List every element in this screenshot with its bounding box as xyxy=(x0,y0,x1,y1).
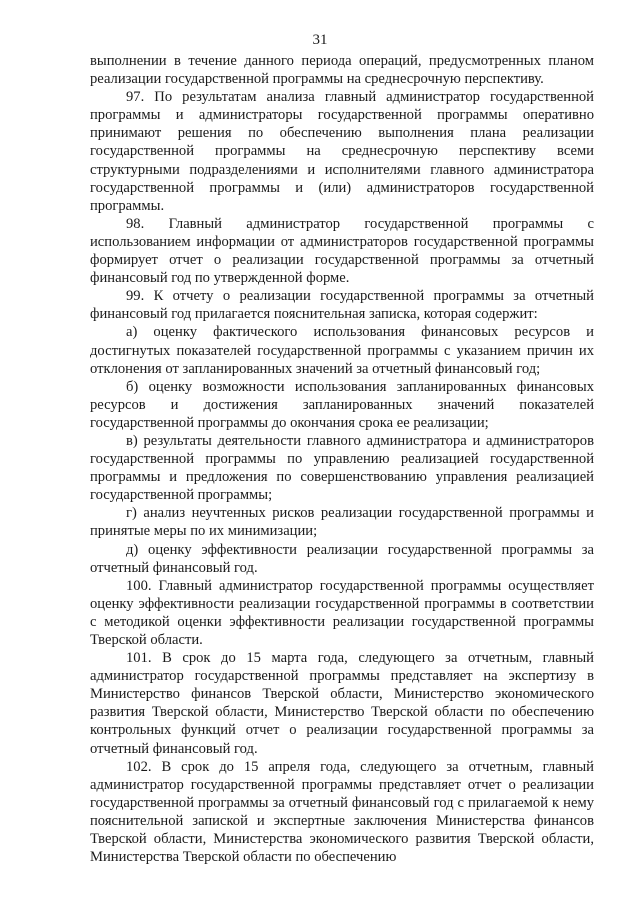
list-item-d: д) оценку эффективности реализации государственной программы за отчетный финансовый год. xyxy=(90,541,594,576)
paragraph-97: 97. По результатам анализа главный администратор государственной программы и администраторы государственной программы оперативно принимают решения по обеспечению выполнения плана реализации государственной программы на среднесрочную перспективу всеми структурными подразделениями и исполнителями главного администратора государственной программы и (или) администраторов государственной программы. xyxy=(90,89,594,214)
list-item-b: б) оценку возможности использования запланированных финансовых ресурсов и достижения запланированных значений показателей государственной программы до окончания срока ее реализации; xyxy=(90,378,594,431)
document-body xyxy=(90,52,594,866)
paragraph-100: 100. Главный администратор государственной программы осуществляет оценку эффективности реализации государственной программы в соответствии с методикой оценки эффективности реализации государственной программы Тверской области. xyxy=(90,577,594,648)
list-item-v: в) результаты деятельности главного администратора и администраторов государственной программы по управлению реализацией государственной программы и предложения по совершенствованию управления реализацией государственной программы; xyxy=(90,432,594,504)
list-item-a: а) оценку фактического использования финансовых ресурсов и достигнутых показателей государственной программы с указанием причин их отклонения от запланированных значений за отчетный финансовый год; xyxy=(90,324,594,377)
paragraph-101: 101. В срок до 15 марта года, следующего за отчетным, главный администратор государственной программы представляет на экспертизу в Министерство финансов Тверской области, Министерство экономического развития Тверской области, Министерство Тверской области по обеспечению контрольных функций отчет о реализации государственной программы за отчетный финансовый год. xyxy=(90,650,594,757)
page-number: 31 xyxy=(312,32,328,48)
list-item-g: г) анализ неучтенных рисков реализации государственной программы и принятые меры по их минимизации; xyxy=(90,505,594,540)
paragraph-98: 98. Главный администратор государственной программы с использованием информации от администраторов государственной программы формирует отчет о реализации государственной программы за отчетный финансовый год по утвержденной форме. xyxy=(90,215,594,287)
paragraph-102: 102. В срок до 15 апреля года, следующего за отчетным, главный администратор государственной программы представляет отчет о реализации государственной программы за отчетный финансовый год с прилагаемой к нему пояснительной запиской и экспертные заключения Министерства финансов Тверской области, Министерства экономического развития Тверской области, Министерства Тверской области по обеспечению xyxy=(90,758,594,866)
paragraph-99: 99. К отчету о реализации государственной программы за отчетный финансовый год прилагается пояснительная записка, которая содержит: xyxy=(90,288,594,323)
paragraph-continuation: выполнении в течение данного периода операций, предусмотренных планом реализации государственной программы на среднесрочную перспективу. xyxy=(90,53,594,88)
